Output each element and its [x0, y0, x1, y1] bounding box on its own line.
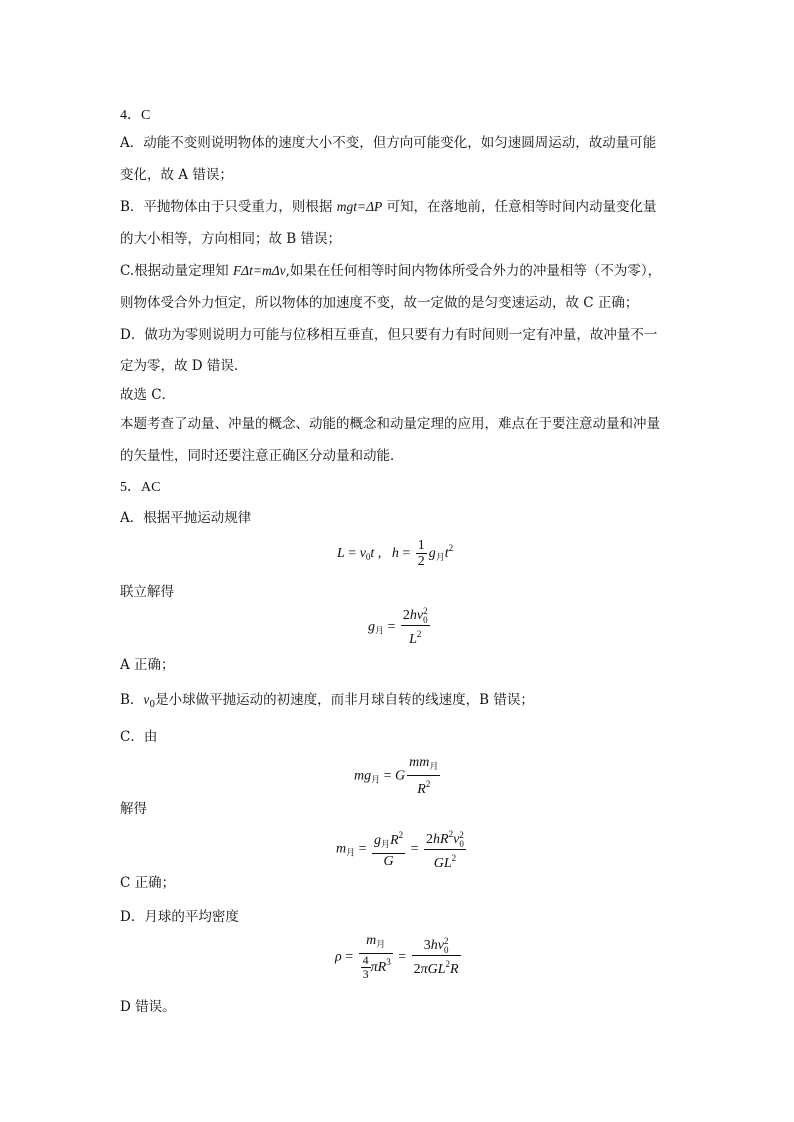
q4-summary-line-1: 本题考查了动量、冲量的概念、动能的概念和动量定理的应用，难点在于要注意动量和冲量 — [120, 416, 660, 432]
q4-option-d-line-2: 定为零，故 D 错误． — [120, 358, 248, 374]
q5-b-text: 是小球做平抛运动的初速度，而非月球自转的线速度，B 错误； — [155, 692, 534, 708]
question-5-number: 5．AC — [120, 480, 161, 495]
moon-subscript: 月 — [371, 775, 381, 786]
moon-subscript: 月 — [381, 840, 391, 851]
formula-moon-density: ρ = $m_月$ $\frac{4}{3}$ $\pi R^3$ = 3hv 2 0 2πGL$^2$R — [335, 933, 459, 982]
q5-a-result: A 正确； — [120, 657, 175, 673]
q4-summary-line-2: 的矢量性，同时还要注意正确区分动量和动能． — [120, 448, 404, 464]
moon-subscript: 月 — [376, 940, 386, 950]
moon-subscript: 月 — [375, 626, 385, 637]
q4-c-formula: FΔt=mΔv — [232, 263, 286, 278]
formula-moon-mass: $m_月$ = $\frac{g_月R^2}{G}$ = $2hR^2v$ 2 0 $GL^2$ — [336, 829, 464, 871]
moon-subscript: 月 — [346, 848, 356, 859]
q4-option-b-line-2: 的大小相等，方向相同；故 B 错误； — [120, 231, 342, 247]
q5-combine-text: 联立解得 — [120, 584, 174, 600]
q5-b-var: v — [143, 692, 150, 707]
q5-b-var-sub: 0 — [149, 700, 156, 710]
q5-a-intro: A．根据平抛运动规律 — [120, 510, 252, 526]
q4-option-c-line-2: 则物体受合外力恒定，所以物体的加速度不变，故一定做的是匀变速运动，故 C 正确； — [120, 295, 639, 311]
formula-moon-gravity: $g_月$ = 2hv 2 0 $L^2$ — [368, 606, 428, 647]
formula-gravitation: $mg_月 = G$ $\frac{mm_月}{R^2}$ — [354, 755, 439, 797]
q5-option-b-line — [120, 690, 534, 715]
q4-option-a-line-2: 变化，故 A 错误； — [120, 167, 233, 183]
moon-subscript: 月 — [435, 553, 445, 564]
q4-option-a-line-1: A．动能不变则说明物体的速度大小不变，但方向可能变化，如匀速圆周运动，故动量可能 — [120, 135, 657, 151]
q4-answer-choice: 故选 C． — [120, 387, 176, 403]
q4-option-c-line-1 — [120, 261, 661, 281]
q4-b-formula: mgt=ΔP — [336, 199, 383, 214]
formula-projectile-motion: $L = v_0t$ , h = $\frac{1}{2}$ $g_月t^2$ — [337, 538, 454, 569]
q4-c-text-post: ,如果在任何相等时间内物体所受合外力的冲量相等（不为零）， — [285, 263, 662, 279]
q5-solve-text: 解得 — [120, 801, 147, 817]
q5-b-prefix: B． — [120, 692, 144, 708]
q4-option-b-line-1 — [120, 197, 657, 217]
q5-c-intro: C．由 — [120, 729, 158, 745]
q4-b-text-pre: B．平抛物体由于只受重力，则根据 — [120, 199, 337, 215]
moon-subscript: 月 — [429, 762, 439, 772]
q4-option-d-line-1: D．做功为零则说明力可能与位移相互垂直，但只要有力有时间则一定有冲量，故冲量不一 — [120, 327, 658, 343]
q5-c-result: C 正确； — [120, 875, 176, 891]
question-4-number: 4．C — [120, 108, 151, 123]
q5-d-result: D 错误。 — [120, 999, 176, 1015]
q5-d-intro: D．月球的平均密度 — [120, 909, 239, 925]
q4-b-text-post: 可知，在落地前，任意相等时间内动量变化量 — [382, 199, 657, 215]
q4-c-text-pre: C.根据动量定理知 — [120, 263, 233, 279]
